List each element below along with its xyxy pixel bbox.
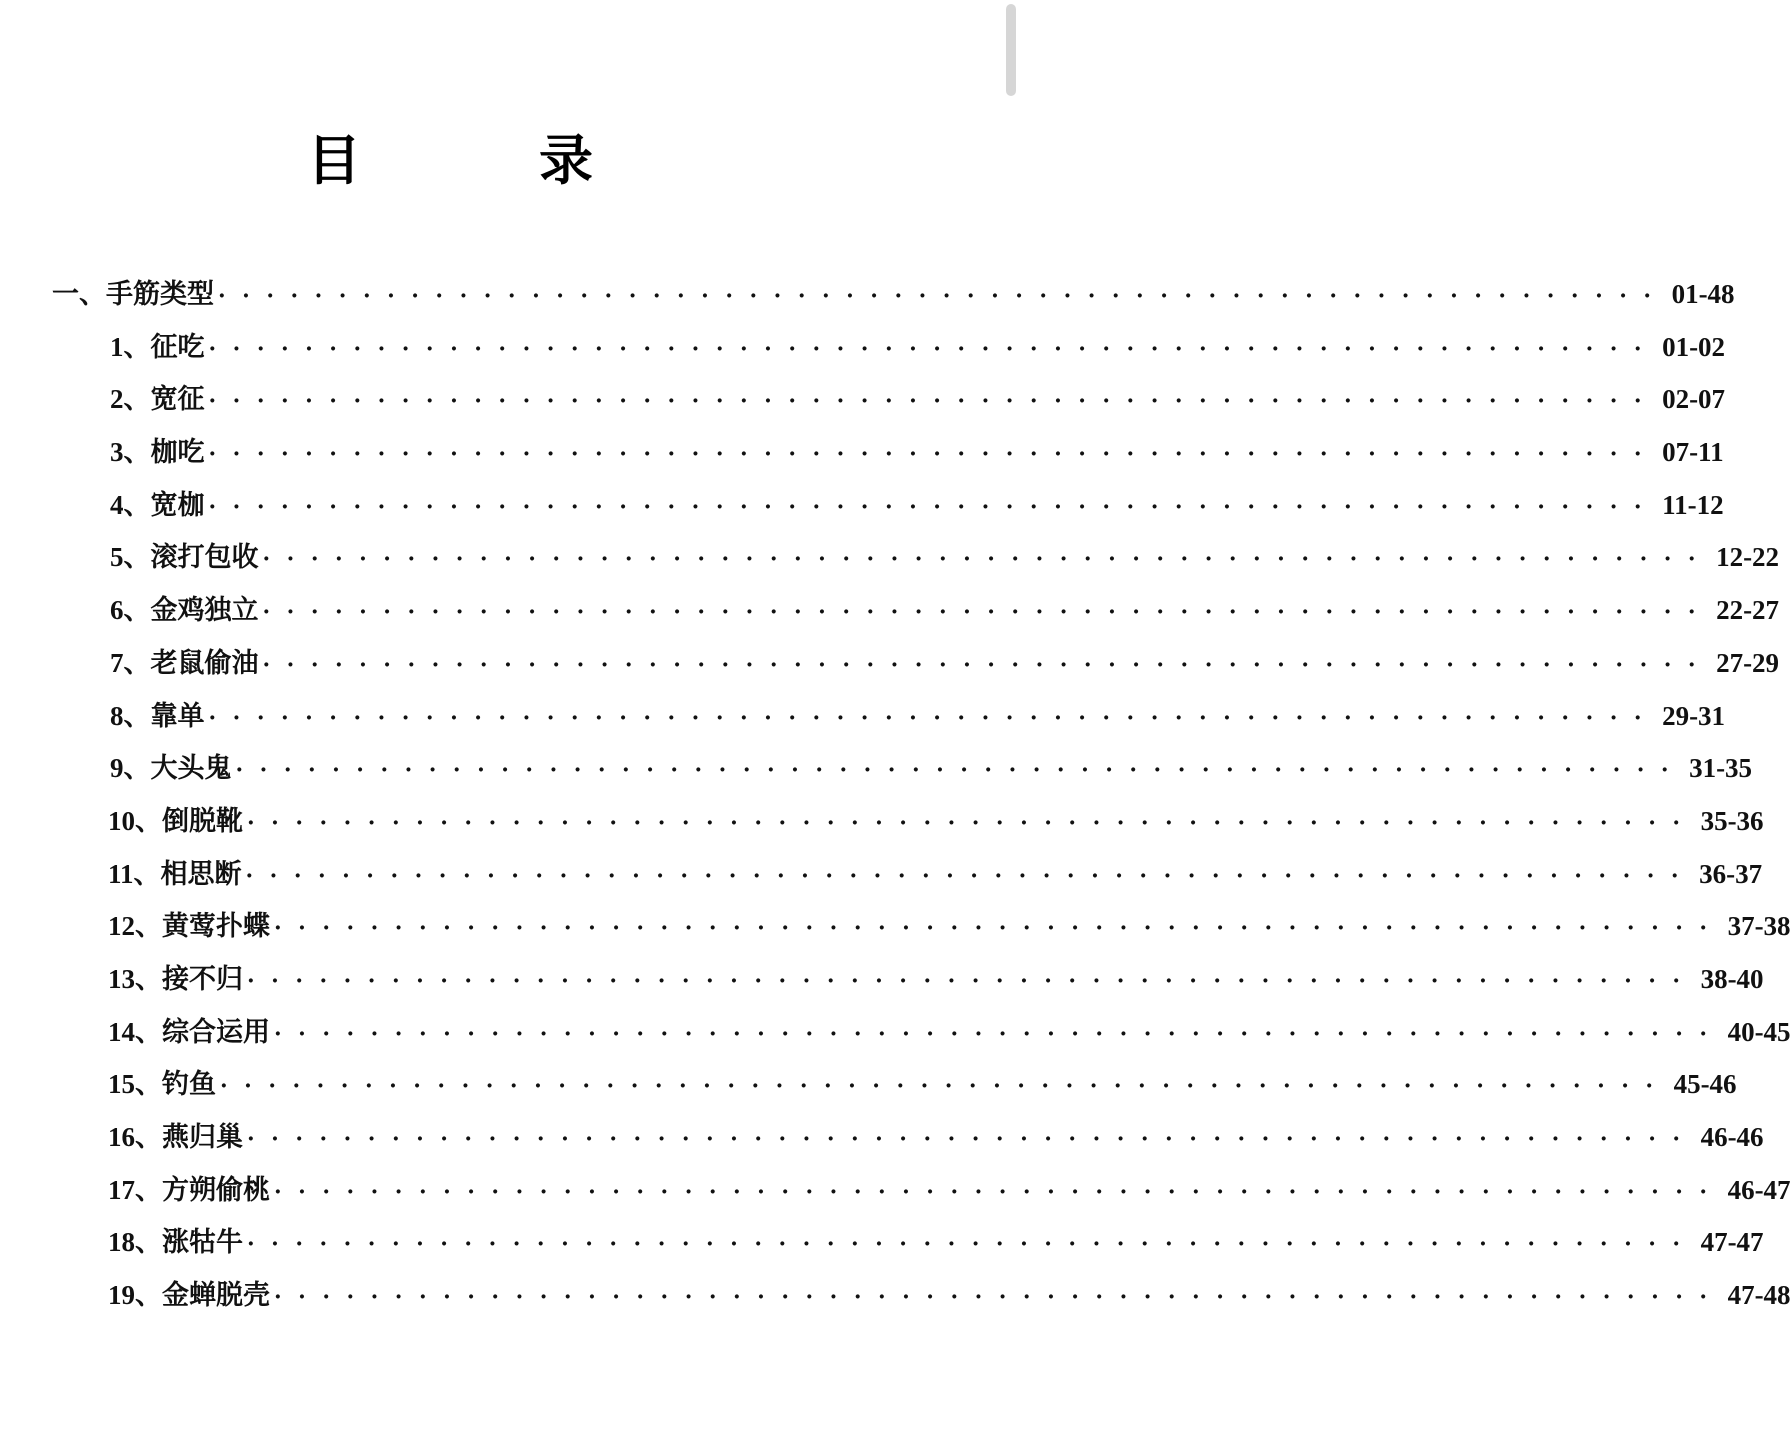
toc-leader-dots: ····························································: [262, 651, 1713, 678]
toc-entry-text: 靠单: [150, 700, 205, 732]
toc-entry-pages: 11-12: [1662, 489, 1724, 520]
toc-entry-pages: 22-27: [1716, 595, 1780, 626]
toc-entry-text: 倒脱靴: [162, 805, 243, 837]
toc-entry-prefix: 9、: [110, 753, 151, 784]
toc-entry-prefix: 2、: [110, 384, 151, 415]
toc-entry-pages: 46-47: [1727, 1174, 1791, 1205]
toc-leader-dots: ····························································: [262, 599, 1713, 626]
toc-entry-text: 大头鬼: [150, 753, 232, 785]
toc-entry-text: 接不归: [162, 963, 243, 995]
toc-leader-dots: ····························································: [247, 1126, 1697, 1152]
toc-entry-text: 手筋类型: [106, 279, 214, 310]
toc-entry-pages: 40-45: [1727, 1016, 1791, 1047]
toc-entry-text: 涨牯牛: [162, 1227, 243, 1259]
toc-entry-label: [110, 694, 205, 733]
toc-entry-label: [108, 852, 242, 891]
toc-entry-text: 老鼠偷油: [150, 647, 259, 679]
toc-leader-dots: ····························································: [274, 1284, 1724, 1311]
toc-entry-pages: 01-02: [1662, 331, 1726, 362]
toc-entry-label: [110, 483, 205, 522]
toc-entry-text: 黄莺扑蝶: [162, 911, 270, 943]
toc-leader-dots: ····························································: [247, 1231, 1697, 1258]
toc-entry-pages: 38-40: [1700, 963, 1764, 994]
toc-entry[interactable]: [52, 377, 1726, 430]
toc-entry-prefix: 19、: [108, 1280, 162, 1311]
toc-entry[interactable]: [52, 535, 1780, 588]
toc-entry-text: 征吃: [150, 331, 205, 363]
toc-entry[interactable]: [52, 957, 1764, 1010]
toc-entry-pages: 35-36: [1700, 805, 1764, 836]
toc-leader-dots: ····························································: [208, 335, 1659, 362]
scrollbar-thumb[interactable]: [1006, 4, 1016, 96]
toc-entry-text: 钓鱼: [162, 1069, 216, 1101]
toc-entry-pages: 47-47: [1700, 1227, 1764, 1258]
toc-entry-label: [110, 641, 259, 680]
toc-entry-pages: 37-38: [1727, 911, 1791, 942]
toc-entry-label: [52, 272, 214, 311]
toc-entry-text: 宽枷: [150, 489, 205, 521]
toc-leader-dots: ····························································: [247, 967, 1697, 994]
toc-entry-prefix: 3、: [110, 437, 151, 468]
toc-entry[interactable]: [52, 694, 1726, 747]
toc-entry[interactable]: [52, 746, 1753, 799]
toc-entry[interactable]: [52, 1010, 1791, 1063]
toc-entry-pages: 31-35: [1689, 753, 1753, 784]
toc-entry[interactable]: [52, 430, 1724, 483]
toc-entry-label: [108, 904, 270, 943]
toc-entry[interactable]: [52, 904, 1791, 957]
toc-entry-label: [108, 957, 243, 996]
toc-entry-label: [108, 1010, 270, 1049]
toc-leader-dots: ····························································: [274, 915, 1724, 942]
toc-entry[interactable]: [52, 1115, 1764, 1168]
toc-entry-pages: 27-29: [1716, 647, 1780, 678]
toc-entry-prefix: 12、: [108, 911, 162, 942]
toc-entry[interactable]: [52, 272, 1735, 325]
toc-entry-label: [108, 799, 243, 838]
toc-entry[interactable]: [52, 641, 1780, 694]
toc-entry-prefix: 一、: [52, 279, 106, 310]
toc-entry-pages: 47-48: [1727, 1280, 1791, 1311]
toc-leader-dots: ····························································: [245, 862, 1696, 889]
vertical-scrollbar[interactable]: [1000, 0, 1022, 1438]
toc-leader-dots: ····························································: [220, 1073, 1670, 1100]
toc-entry-text: 滚打包收: [150, 542, 259, 574]
toc-entry-text: 综合运用: [162, 1016, 270, 1048]
toc-entry-text: 方朔偷桃: [162, 1174, 270, 1206]
toc-entry-text: 金鸡独立: [150, 595, 259, 627]
toc-entry-pages: 46-46: [1700, 1122, 1764, 1152]
toc-entry-label: [110, 588, 259, 627]
toc-entry-pages: 29-31: [1662, 700, 1726, 731]
toc-leader-dots: ····························································: [208, 704, 1659, 731]
toc-entry-label: [108, 1062, 216, 1101]
toc-entry-text: 燕归巢: [162, 1122, 243, 1153]
toc-entry-prefix: 13、: [108, 963, 162, 994]
toc-entry-prefix: 15、: [108, 1069, 162, 1100]
toc-entry-label: [108, 1220, 243, 1259]
toc-entry-label: [108, 1273, 270, 1312]
toc-leader-dots: ····························································: [208, 441, 1659, 468]
toc-entry-pages: 12-22: [1716, 542, 1780, 573]
toc-entry-prefix: 1、: [110, 331, 151, 362]
toc-entry-pages: 01-48: [1671, 279, 1735, 309]
toc-entry-prefix: 4、: [110, 489, 151, 520]
toc-entry-prefix: 11、: [108, 858, 161, 889]
toc-entry[interactable]: [52, 1168, 1791, 1221]
toc-leader-dots: ····························································: [218, 283, 1668, 309]
toc-entry-label: [110, 430, 205, 469]
toc-leader-dots: ····························································: [274, 1020, 1724, 1047]
page-title: 目 录: [307, 129, 655, 192]
toc-entry[interactable]: [52, 852, 1763, 905]
toc-leader-dots: ····························································: [208, 388, 1659, 415]
toc-entry-pages: 36-37: [1699, 858, 1763, 889]
table-of-contents: [52, 272, 1791, 1326]
toc-leader-dots: ····························································: [262, 546, 1713, 573]
toc-entry-prefix: 18、: [108, 1227, 162, 1258]
toc-entry[interactable]: [52, 1062, 1737, 1115]
toc-entry[interactable]: [52, 799, 1764, 852]
toc-entry-pages: 07-11: [1662, 437, 1724, 468]
toc-entry-text: 宽征: [150, 384, 205, 416]
toc-entry-pages: 02-07: [1662, 384, 1726, 415]
toc-leader-dots: ····························································: [274, 1178, 1724, 1205]
toc-leader-dots: ····························································: [208, 493, 1659, 520]
toc-entry-label: [110, 746, 232, 785]
toc-entry-text: 相思断: [160, 858, 242, 890]
toc-entry-prefix: 5、: [110, 542, 151, 573]
toc-entry-text: 金蝉脱壳: [162, 1280, 270, 1312]
toc-entry[interactable]: [52, 325, 1726, 378]
toc-entry-pages: 45-46: [1673, 1069, 1737, 1100]
toc-entry[interactable]: [52, 1220, 1764, 1273]
toc-entry-prefix: 7、: [110, 647, 151, 678]
toc-entry-prefix: 6、: [110, 595, 151, 626]
toc-entry[interactable]: [52, 588, 1780, 641]
toc-leader-dots: ····························································: [247, 809, 1697, 836]
toc-entry-prefix: 16、: [108, 1122, 162, 1152]
toc-entry-label: [110, 377, 205, 416]
toc-entry-prefix: 10、: [108, 805, 162, 836]
toc-entry-prefix: 17、: [108, 1174, 162, 1205]
toc-entry-label: [108, 1168, 270, 1207]
toc-leader-dots: ····························································: [235, 757, 1686, 784]
toc-entry[interactable]: [52, 483, 1724, 536]
toc-entry-label: [110, 535, 259, 574]
toc-entry-prefix: 14、: [108, 1016, 162, 1047]
toc-entry[interactable]: [52, 1273, 1791, 1326]
toc-entry-label: [108, 1115, 243, 1154]
toc-entry-label: [110, 325, 205, 364]
toc-entry-prefix: 8、: [110, 700, 151, 731]
toc-entry-text: 枷吃: [150, 437, 205, 469]
